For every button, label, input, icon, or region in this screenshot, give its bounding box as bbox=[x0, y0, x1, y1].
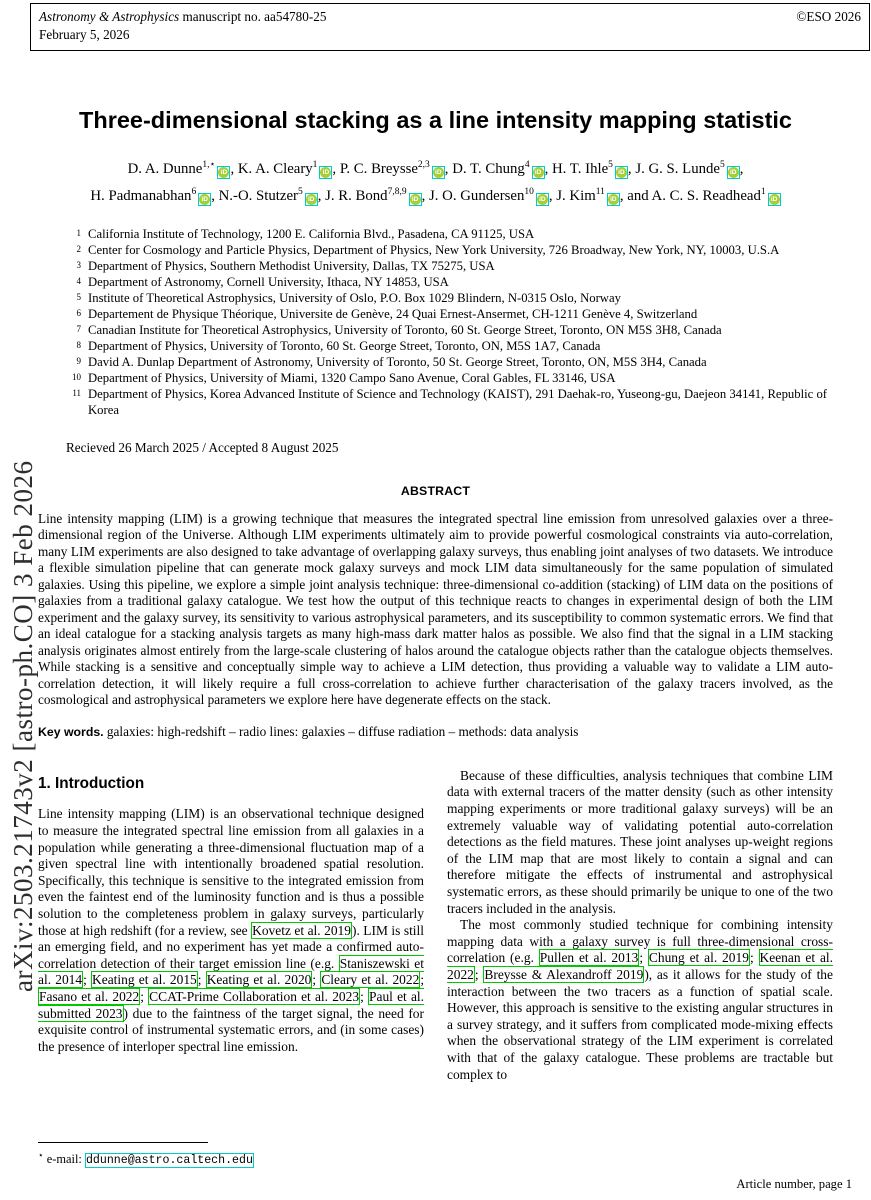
orcid-icon: iD bbox=[199, 194, 210, 205]
author bbox=[652, 188, 781, 204]
orcid-icon: iD bbox=[218, 167, 229, 178]
author-separator: , bbox=[739, 160, 744, 177]
affiliation-number: 8 bbox=[76, 339, 81, 350]
footnote bbox=[38, 1142, 433, 1167]
abstract-heading: ABSTRACT bbox=[400, 483, 471, 498]
author bbox=[90, 188, 218, 204]
author-affil-sup: 6 bbox=[191, 186, 197, 197]
author-name: K. A. Cleary bbox=[237, 160, 313, 177]
author-list bbox=[38, 154, 833, 208]
author bbox=[340, 161, 452, 177]
right-column bbox=[447, 768, 833, 1083]
citation-link[interactable]: Paul et al. submitted 2023 bbox=[38, 988, 424, 1021]
author-name: J. O. Gundersen bbox=[429, 187, 525, 204]
text-run: ; bbox=[360, 988, 368, 1004]
keywords-text: galaxies: high-redshift – radio lines: galaxies – diffuse radiation – methods: data analysis bbox=[106, 723, 579, 739]
affiliation-text: Canadian Institute for Theoretical Astrophysics, University of Toronto, 60 St. George Street, Toronto, ON M5S 3H8, Canada bbox=[88, 322, 722, 337]
keywords-label: Key words. bbox=[38, 724, 104, 739]
citation-link[interactable]: Chung et al. 2019 bbox=[648, 950, 749, 966]
orcid-icon: iD bbox=[433, 167, 444, 178]
affiliation-number: 11 bbox=[72, 387, 81, 398]
affiliation-text: Department of Physics, Southern Methodist University, Dallas, TX 75275, USA bbox=[88, 258, 495, 273]
orcid-icon: iD bbox=[533, 167, 544, 178]
affiliation-text: Department of Physics, University of Miami, 1320 Campo Sano Avenue, Coral Gables, FL 33146, USA bbox=[88, 370, 616, 385]
orcid-link[interactable] bbox=[217, 166, 230, 179]
author bbox=[325, 188, 429, 204]
affiliation-text: Institute of Theoretical Astrophysics, University of Oslo, P.O. Box 1029 Blindern, N-0315 Oslo, Norway bbox=[88, 290, 621, 305]
orcid-icon: iD bbox=[616, 167, 627, 178]
footnote-marker: ⋆ bbox=[38, 1150, 44, 1160]
text-run: ) due to the faintness of the target signal, the need for exquisite control of instrumental systematic errors, and (in some cases) the presence of interloper spectral line emission. bbox=[38, 1005, 424, 1054]
citation-link[interactable]: Staniszewski et al. 2014 bbox=[38, 955, 424, 988]
paper-content bbox=[38, 46, 833, 1083]
citation-link[interactable]: Breysse & Alexandroff 2019 bbox=[484, 966, 644, 982]
text-run: ; bbox=[312, 972, 321, 988]
affiliation-number: 1 bbox=[76, 227, 81, 238]
author-affil-sup: 2,3 bbox=[417, 160, 430, 170]
citation-link[interactable]: Keating et al. 2015 bbox=[92, 972, 197, 988]
author-affil-sup: 5 bbox=[719, 160, 725, 170]
affiliation-number: 3 bbox=[76, 259, 81, 270]
page-number: Article number, page 1 bbox=[736, 1177, 852, 1191]
author-line-2 bbox=[38, 181, 833, 208]
text-run: ; bbox=[83, 972, 92, 988]
affiliation-item bbox=[66, 354, 833, 370]
author-separator: , bbox=[211, 187, 219, 204]
author bbox=[219, 188, 325, 204]
author-affil-sup: 7,8,9 bbox=[387, 186, 407, 197]
footnote-rule bbox=[38, 1142, 208, 1143]
orcid-link[interactable] bbox=[607, 193, 620, 206]
orcid-icon: iD bbox=[608, 194, 619, 205]
orcid-icon: iD bbox=[728, 167, 739, 178]
author-affil-sup: 1 bbox=[312, 160, 318, 170]
affiliation-item bbox=[66, 338, 833, 354]
affiliation-item bbox=[66, 226, 833, 242]
orcid-icon: iD bbox=[320, 167, 331, 178]
text-run: Line intensity mapping (LIM) is an observational technique designed to measure the integrated spectral line emission from all galaxies in a population while generating a three-dimensional fluctuation map of a given spectral line with intentionally broadened spatial resolution. Specifically, this technique is sensitive to the integrated emission from even the faintest end of the luminosity function and is thus a possible solution to the completeness problem in galaxy surveys, particularly those at high redshift (for a review, see bbox=[38, 806, 424, 938]
affiliation-text: Department of Physics, University of Toronto, 60 St. George Street, Toronto, ON, M5S 1A7, Canada bbox=[88, 338, 601, 353]
header-date: February 5, 2026 bbox=[39, 26, 130, 42]
author-separator: , bbox=[317, 187, 326, 204]
author-affil-sup: 5 bbox=[297, 186, 303, 197]
author-line-1 bbox=[38, 154, 833, 181]
author-affil-sup: 1,⋆ bbox=[202, 160, 216, 170]
author-name: N.-O. Stutzer bbox=[218, 187, 298, 204]
author-affil-sup: 4 bbox=[524, 160, 530, 170]
orcid-link[interactable] bbox=[727, 166, 740, 179]
manuscript-line bbox=[39, 8, 326, 26]
author-name: D. A. Dunne bbox=[127, 160, 203, 177]
keywords bbox=[38, 724, 833, 740]
email-link[interactable]: ddunne@astro.caltech.edu bbox=[85, 1154, 253, 1168]
affiliation-item bbox=[66, 306, 833, 322]
text-run: ; bbox=[420, 972, 425, 988]
received-accepted: Recieved 26 March 2025 / Accepted 8 August 2025 bbox=[66, 439, 339, 455]
journal-name: Astronomy & Astrophysics bbox=[39, 9, 180, 24]
body-columns bbox=[38, 768, 833, 1083]
orcid-icon: iD bbox=[410, 194, 421, 205]
author-separator: , bbox=[332, 160, 340, 177]
affiliation-list bbox=[66, 226, 833, 418]
citation-link[interactable]: Cleary et al. 2022 bbox=[321, 972, 420, 988]
author-separator: , bbox=[421, 187, 429, 204]
affiliation-item bbox=[66, 242, 833, 258]
affiliation-text: Department of Physics, Korea Advanced Institute of Science and Technology (KAIST), 291 Daehak-ro, Yuseong-gu, Daejeon 34141, Republic of Korea bbox=[88, 386, 828, 417]
orcid-link[interactable] bbox=[768, 193, 781, 206]
citation-link[interactable]: Fasano et al. 2022 bbox=[39, 988, 140, 1004]
author bbox=[452, 161, 552, 177]
author bbox=[238, 161, 340, 177]
author-name: D. T. Chung bbox=[452, 160, 525, 177]
affiliation-item bbox=[66, 370, 833, 386]
left-column bbox=[38, 768, 424, 1083]
orcid-link[interactable] bbox=[536, 193, 549, 206]
affiliation-text: David A. Dunlap Department of Astronomy, University of Toronto, 50 St. George Street, Toronto, ON, M5S 3H4, Canada bbox=[88, 354, 707, 369]
author-affil-sup: 10 bbox=[524, 186, 534, 197]
affiliation-item bbox=[66, 322, 833, 338]
affiliation-number: 9 bbox=[76, 355, 81, 366]
citation-link[interactable]: Keenan et al. 2022 bbox=[447, 950, 834, 982]
orcid-link[interactable] bbox=[409, 193, 422, 206]
body-paragraph bbox=[447, 917, 833, 1083]
text-run: ), as it allows for the study of the interaction between the two tracers as a function of spatial scale. However, this approach is sensitive to the existing angular structures in a survey strategy, and it suffers from complicated mode-mixing effects when the observational strategy of the LIM experiment is correlated with that of the galaxy catalogue. These problems are tractable but complex to bbox=[447, 966, 833, 1082]
orcid-icon: iD bbox=[769, 194, 780, 205]
text-run: ). LIM is still an emerging field, and no experiment has yet made a confirmed auto-correlation detection of their target emission line (e.g. bbox=[38, 922, 425, 971]
paper-title: Three-dimensional stacking as a line intensity mapping statistic bbox=[78, 107, 793, 133]
text-run: ; bbox=[639, 950, 648, 966]
author-name: H. Padmanabhan bbox=[90, 187, 192, 204]
orcid-icon: iD bbox=[537, 194, 548, 205]
affiliation-text: Departement de Physique Théorique, Universite de Genève, 24 Quai Ernest-Ansermet, CH-1211 Genève 4, Switzerland bbox=[88, 306, 698, 321]
affiliation-text: Center for Cosmology and Particle Physics, Department of Physics, New York University, 726 Broadway, New York, NY, 10003, U.S.A bbox=[88, 242, 780, 257]
author bbox=[552, 161, 635, 177]
citation-link[interactable]: CCAT-Prime Collaboration et al. 2023 bbox=[149, 988, 360, 1004]
author bbox=[635, 161, 743, 177]
orcid-link[interactable] bbox=[432, 166, 445, 179]
author-separator: , bbox=[627, 160, 636, 177]
orcid-link[interactable] bbox=[198, 193, 211, 206]
author-separator: , and bbox=[619, 187, 652, 204]
orcid-link[interactable] bbox=[305, 193, 318, 206]
body-paragraph: Because of these difficulties, analysis techniques that combine LIM data with external tracers of the matter density (such as other intensity mapping experiments or more traditional galaxy surveys) will be an extremely valuable way of validating potential auto-correlation detections as the field matures. These joint analyses up-weight regions of the LIM map that are most likely to contain a signal and can therefore mitigate the effects of instrumental and astrophysical systematic errors, as these should primarily be unique to one of the two tracers included in the analysis. bbox=[447, 767, 833, 916]
affiliation-item bbox=[66, 386, 833, 418]
author-name: A. C. S. Readhead bbox=[651, 187, 761, 204]
affiliation-item bbox=[66, 290, 833, 306]
arxiv-stamp: arXiv:2503.21743v2 [astro-ph.CO] 3 Feb 2026 bbox=[8, 460, 38, 992]
text-run: ; bbox=[749, 950, 759, 966]
journal-header-left bbox=[39, 8, 326, 43]
affiliation-number: 7 bbox=[76, 323, 81, 334]
manuscript-number: manuscript no. aa54780-25 bbox=[179, 9, 327, 24]
affiliation-number: 4 bbox=[76, 275, 81, 286]
author-name: H. T. Ihle bbox=[551, 160, 609, 177]
author-affil-sup: 5 bbox=[608, 160, 613, 170]
orcid-link[interactable] bbox=[615, 166, 628, 179]
affiliation-number: 6 bbox=[76, 307, 81, 318]
orcid-link[interactable] bbox=[532, 166, 545, 179]
affiliation-item bbox=[66, 258, 833, 274]
orcid-link[interactable] bbox=[319, 166, 332, 179]
section-heading-introduction: 1. Introduction bbox=[38, 774, 145, 792]
citation-link[interactable]: Keating et al. 2020 bbox=[206, 972, 312, 988]
text-run: The most commonly studied technique for combining intensity mapping data with a galaxy survey is full three-dimensional cross-correlation (e.g. bbox=[447, 917, 833, 966]
orcid-icon: iD bbox=[306, 194, 317, 205]
affiliation-number: 2 bbox=[76, 243, 81, 254]
abstract-text: Line intensity mapping (LIM) is a growing technique that measures the integrated spectral line emission from unresolved galaxies over a three-dimensional region of the Universe. Although LIM experiments ultimately aim to provide powerful cosmological constraints via auto-correlation, many LIM experiments are also designed to take advantage of overlapping galaxy surveys, thus enabling joint analyses of two datasets. We introduce a flexible simulation pipeline that can generate mock galaxy surveys and mock LIM data simultaneously for the same population of simulated galaxies. Using this pipeline, we explore a simple joint analysis technique: three-dimensional co-addition (stacking) of LIM data on the positions of galaxies from a traditional galaxy catalogue. We test how the output of this technique reacts to changes in experimental design of both the LIM experiment and the galaxy survey, its sensitivity to various astrophysical parameters, and its susceptibility to common systematic errors. We find that an ideal catalogue for a stacking analysis targets as many high-mass dark matter halos as possible. We also find that the signal in a LIM stacking analysis originates almost entirely from the large-scale clustering of halos around the catalogue objects rather than the catalogue objects themselves. While stacking is a sensitive and conceptually simple way to achieve a LIM detection, thus providing a valuable way to validate a LIM auto-correlation detection, it will likely require a full cross-correlation to achieve further characterisation of the galaxy tracers involved, as the cosmological and astrophysical parameters we explore here have degenerate effects on the stack. bbox=[38, 510, 833, 708]
citation-link[interactable]: Kovetz et al. 2019 bbox=[252, 922, 351, 938]
author-affil-sup: 11 bbox=[595, 186, 605, 197]
author-separator: , bbox=[230, 160, 238, 177]
author-name: J. R. Bond bbox=[325, 187, 388, 204]
text-run: ; bbox=[474, 966, 484, 982]
footnote-label: e-mail: bbox=[46, 1152, 85, 1167]
author-separator: , bbox=[444, 160, 453, 177]
author bbox=[556, 188, 651, 204]
author-name: J. G. S. Lunde bbox=[635, 160, 720, 177]
copyright-note: ©ESO 2026 bbox=[796, 9, 861, 24]
affiliation-text: Department of Astronomy, Cornell University, Ithaca, NY 14853, USA bbox=[88, 274, 449, 289]
author bbox=[429, 188, 556, 204]
author-affil-sup: 1 bbox=[760, 186, 766, 197]
author-name: J. Kim bbox=[556, 187, 596, 204]
affiliation-number: 5 bbox=[76, 291, 81, 302]
intro-paragraph bbox=[38, 806, 424, 1055]
affiliation-item bbox=[66, 274, 833, 290]
text-run: ; bbox=[197, 972, 206, 988]
text-run: ; bbox=[140, 988, 149, 1004]
citation-link[interactable]: Pullen et al. 2013 bbox=[539, 950, 639, 966]
journal-header bbox=[30, 3, 870, 51]
footnote-text bbox=[38, 1150, 433, 1167]
author-separator: , bbox=[544, 160, 552, 177]
author-name: P. C. Breysse bbox=[339, 160, 418, 177]
author bbox=[128, 161, 238, 177]
author-separator: , bbox=[548, 187, 557, 204]
affiliation-number: 10 bbox=[72, 371, 81, 382]
affiliation-text: California Institute of Technology, 1200 E. California Blvd., Pasadena, CA 91125, USA bbox=[88, 226, 535, 241]
